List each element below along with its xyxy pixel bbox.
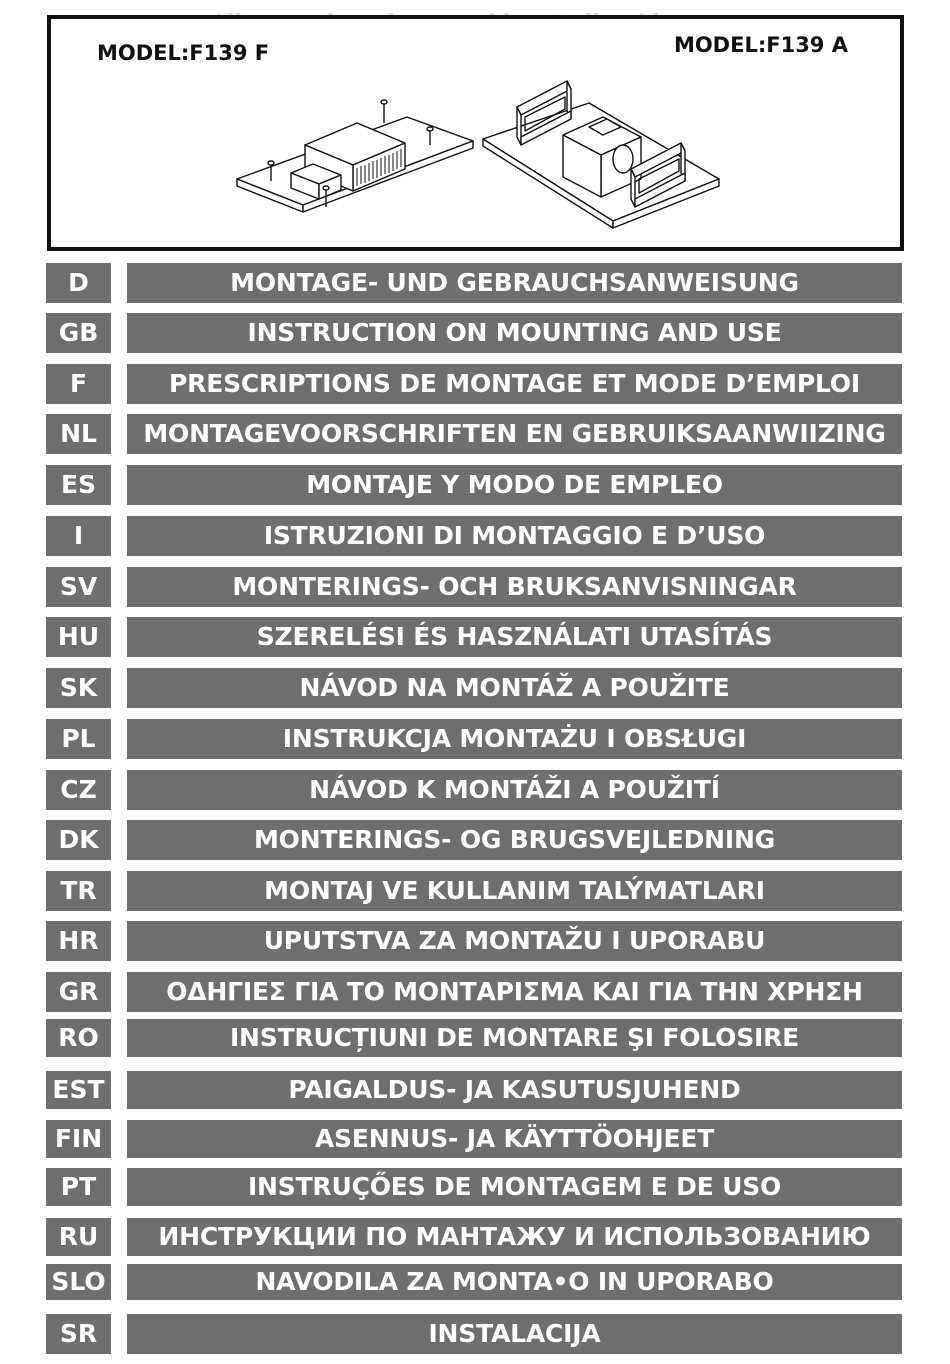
language-code: SK	[46, 668, 111, 708]
hood-models-drawing	[51, 19, 900, 247]
language-title: MONTAJE Y MODO DE EMPLEO	[127, 465, 902, 505]
language-code: CZ	[46, 770, 111, 810]
language-title: NÁVOD K MONTÁŽI A POUŽITÍ	[127, 770, 902, 810]
model-label-f: MODEL:F139 F	[97, 41, 270, 65]
language-code: HU	[46, 617, 111, 657]
language-title: INSTRUCȚIUNI DE MONTARE ŞI FOLOSIRE	[127, 1019, 902, 1057]
language-title: SZERELÉSI ÉS HASZNÁLATI UTASÍTÁS	[127, 617, 902, 657]
language-title: ΟΔΗΓΙΕΣ ΓΙΑ ΤΟ ΜΟΝΤΑΡΙΣΜΑ ΚΑΙ ΓΙΑ ΤΗΝ ΧΡΗΣΗ	[127, 972, 902, 1012]
model-label-a: MODEL:F139 A	[673, 33, 848, 57]
language-code: F	[46, 364, 111, 404]
language-code: SV	[46, 567, 111, 607]
language-code: HR	[46, 921, 111, 961]
language-title: UPUTSTVA ZA MONTAŽU I UPORABU	[127, 921, 902, 961]
language-title: MONTAGEVOORSCHRIFTEN EN GEBRUIKSAANWIIZING	[127, 414, 902, 454]
language-title: ISTRUZIONI DI MONTAGGIO E D’USO	[127, 516, 902, 556]
language-code: I	[46, 516, 111, 556]
language-title: PAIGALDUS- JA KASUTUSJUHEND	[127, 1071, 902, 1109]
language-code: GB	[46, 313, 111, 353]
language-code: ES	[46, 465, 111, 505]
language-code: NL	[46, 414, 111, 454]
language-title: INSTALACIJA	[127, 1314, 902, 1354]
language-title: PRESCRIPTIONS DE MONTAGE ET MODE D’EMPLOI	[127, 364, 902, 404]
model-a-drawing	[483, 81, 719, 228]
language-title: ASENNUS- JA KÄYTTÖOHJEET	[127, 1120, 902, 1158]
language-code: PL	[46, 719, 111, 759]
language-code: SLO	[46, 1264, 111, 1300]
language-code: DK	[46, 820, 111, 860]
language-code: EST	[46, 1071, 111, 1109]
language-title: MONTERINGS- OCH BRUKSANVISNINGAR	[127, 567, 902, 607]
product-illustration-box	[47, 15, 904, 251]
language-code: D	[46, 263, 111, 303]
language-code: PT	[46, 1168, 111, 1206]
language-code: RU	[46, 1218, 111, 1256]
language-title: MONTAJ VE KULLANIM TALÝMATLARI	[127, 871, 902, 911]
language-title: INSTRUCTION ON MOUNTING AND USE	[127, 313, 902, 353]
language-code: RO	[46, 1019, 111, 1057]
language-title: NAVODILA ZA MONTA•O IN UPORABO	[127, 1264, 902, 1300]
language-code: GR	[46, 972, 111, 1012]
language-title: INSTRUKCJA MONTAŻU I OBSŁUGI	[127, 719, 902, 759]
language-title: ИНСТРУКЦИИ ПО МАНТАЖУ И ИСПОЛЬЗОВАНИЮ	[127, 1218, 902, 1256]
language-title: INSTRUÇŐES DE MONTAGEM E DE USO	[127, 1168, 902, 1206]
language-code: SR	[46, 1314, 111, 1354]
language-title: NÁVOD NA MONTÁŽ A POUŽITE	[127, 668, 902, 708]
language-title: MONTAGE- UND GEBRAUCHSANWEISUNG	[127, 263, 902, 303]
language-code: TR	[46, 871, 111, 911]
language-title: MONTERINGS- OG BRUGSVEJLEDNING	[127, 820, 902, 860]
model-f-drawing	[237, 100, 473, 212]
language-code: FIN	[46, 1120, 111, 1158]
